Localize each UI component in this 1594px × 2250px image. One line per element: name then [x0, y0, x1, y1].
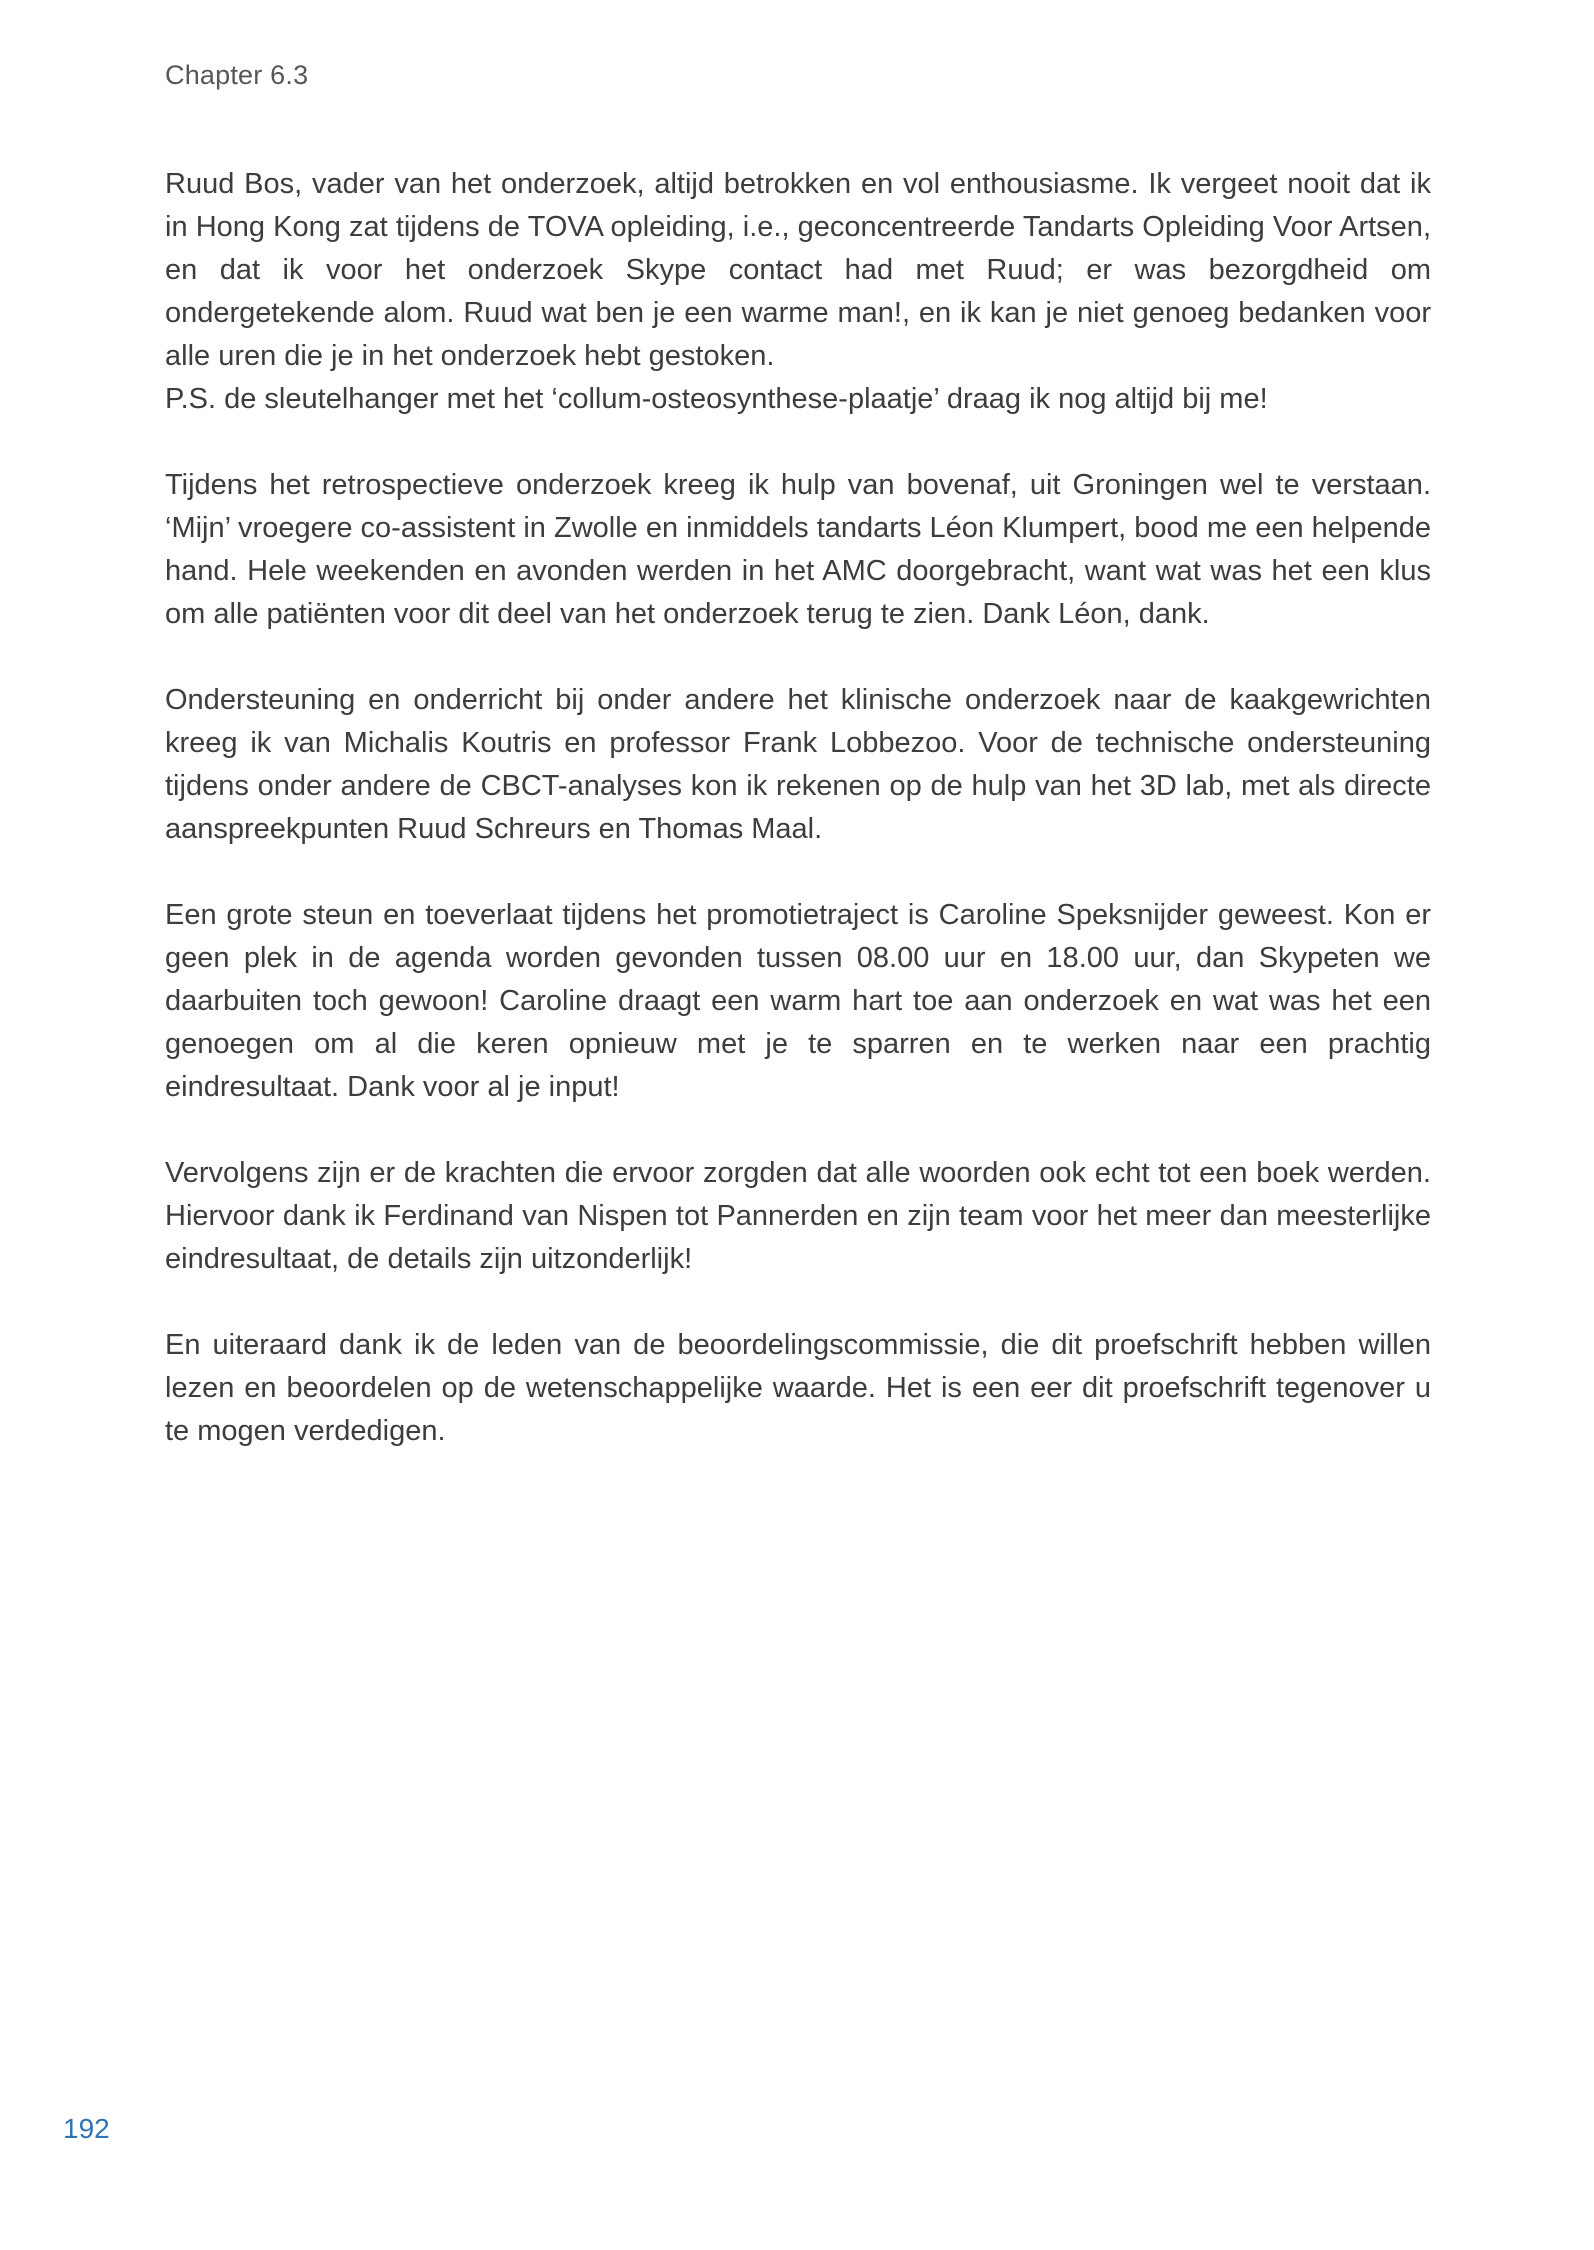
paragraph-ondersteuning: Ondersteuning en onderricht bij onder andere het klinische onderzoek naar de kaakgewrichten kreeg ik van Michalis Koutris en professor Frank Lobbezoo. Voor de technische ondersteuning tijdens onder andere de CBCT-analyses kon ik rekenen op de hulp van het 3D lab, met als directe aanspreekpunten Ruud Schreurs en Thomas Maal. [165, 684, 1431, 845]
paragraph-ps-note: P.S. de sleutelhanger met het ‘collum-osteosynthese-plaatje’ draag ik nog altijd bij me! [165, 383, 1268, 415]
body-text [165, 163, 1431, 1453]
paragraph-boek-team: Vervolgens zijn er de krachten die ervoor zorgden dat alle woorden ook echt tot een boek werden. Hiervoor dank ik Ferdinand van Nispen tot Pannerden en zijn team voor het meer dan meesterlijke eindresultaat, de details zijn uitzonderlijk! [165, 1157, 1431, 1275]
paragraph-retrospectieve-onderzoek: Tijdens het retrospectieve onderzoek kreeg ik hulp van bovenaf, uit Groningen wel te verstaan. ‘Mijn’ vroegere co-assistent in Zwolle en inmiddels tandarts Léon Klumpert, bood me een helpende hand. Hele weekenden en avonden werden in het AMC doorgebracht, want wat was het een klus om alle patiënten voor dit deel van het onderzoek terug te zien. Dank Léon, dank. [165, 469, 1431, 630]
paragraph-caroline-speksnijder: Een grote steun en toeverlaat tijdens het promotietraject is Caroline Speksnijder geweest. Kon er geen plek in de agenda worden gevonden tussen 08.00 uur en 18.00 uur, dan Skypeten we daarbuiten toch gewoon! Caroline draagt een warm hart toe aan onderzoek en wat was het een genoegen om al die keren opnieuw met je te sparren en te werken naar een prachtig eindresultaat. Dank voor al je input! [165, 899, 1431, 1103]
running-header: Chapter 6.3 [165, 60, 309, 90]
paragraph-ruud-bos: Ruud Bos, vader van het onderzoek, altijd betrokken en vol enthousiasme. Ik vergeet nooit dat ik in Hong Kong zat tijdens de TOVA opleiding, i.e., geconcentreerde Tandarts Opleiding Voor Artsen, en dat ik voor het onderzoek Skype contact had met Ruud; er was bezorgdheid om ondergetekende alom. Ruud wat ben je een warme man!, en ik kan je niet genoeg bedanken voor alle uren die je in het onderzoek hebt gestoken. [165, 168, 1431, 372]
paragraph-beoordelingscommissie: En uiteraard dank ik de leden van de beoordelingscommissie, die dit proefschrift hebben willen lezen en beoordelen op de wetenschappelijke waarde. Het is een eer dit proefschrift tegenover u te mogen verdedigen. [165, 1329, 1431, 1447]
page-number: 192 [63, 2113, 110, 2144]
